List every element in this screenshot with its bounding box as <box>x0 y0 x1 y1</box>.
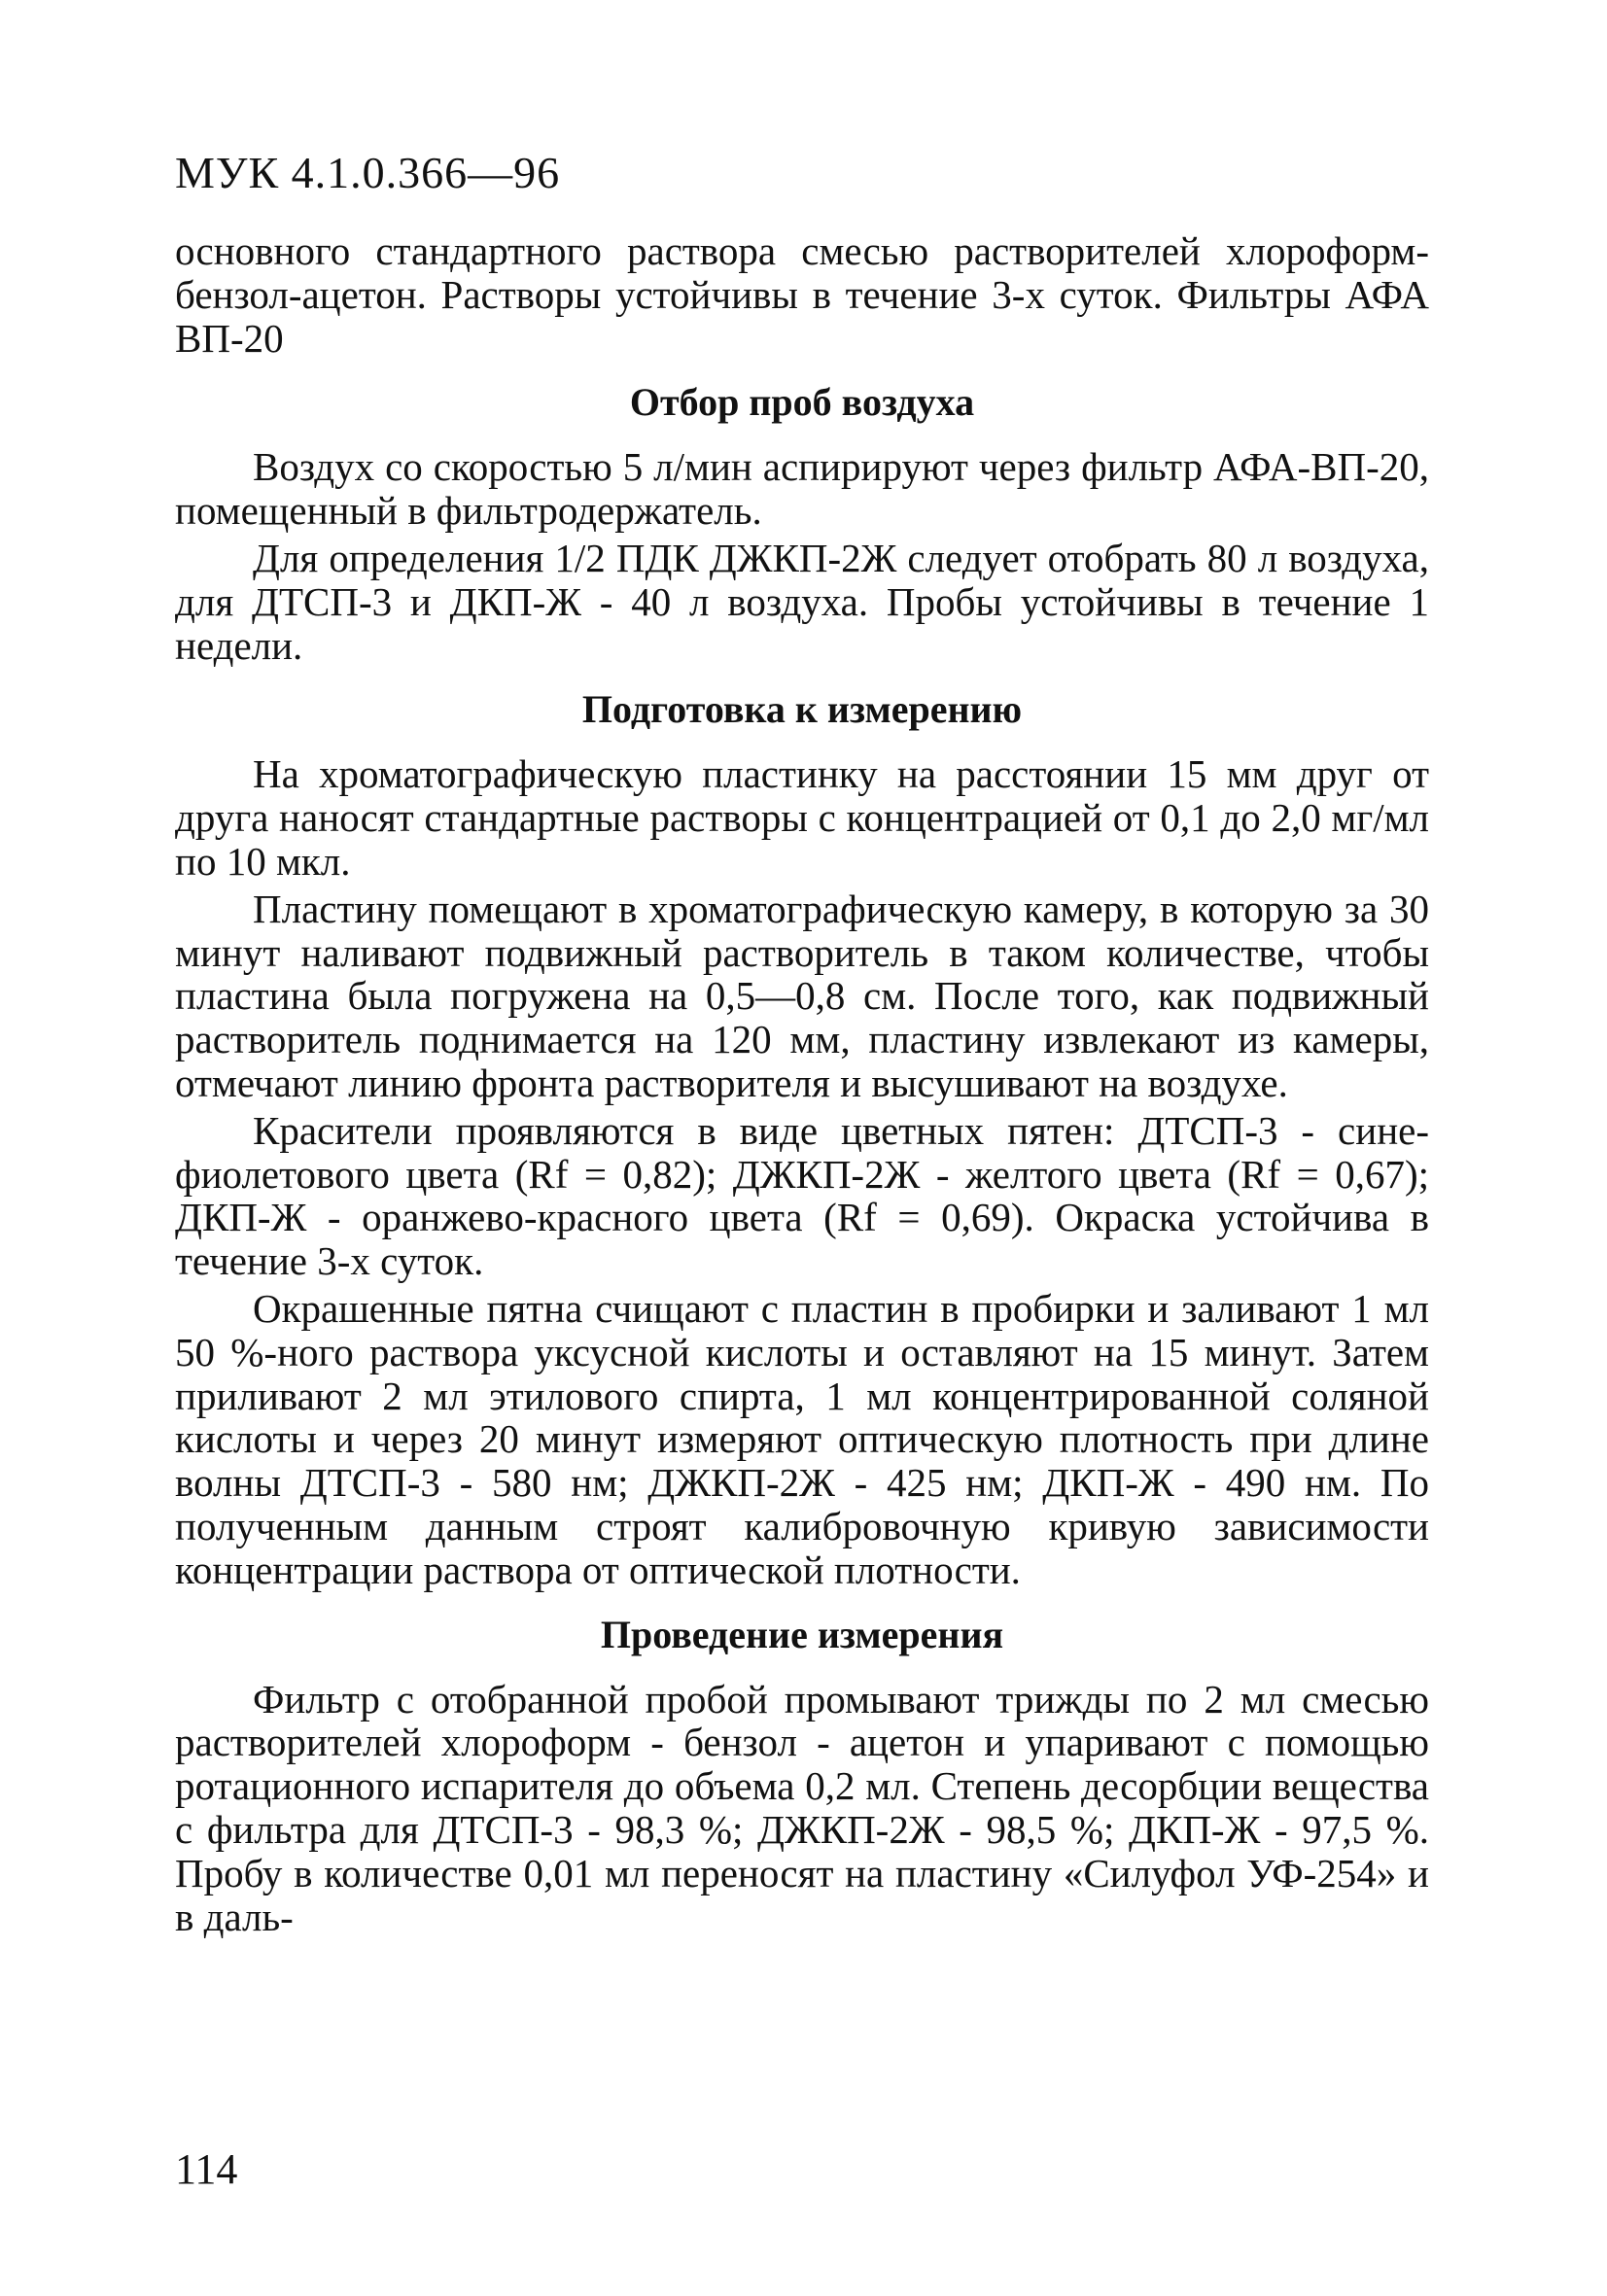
paragraph-preparation-2: Пластину помещают в хроматографическую камеру, в которую за 30 минут наливают подвижный растворитель в таком количестве, чтобы пластина была погружена на 0,5—0,8 см. После того, как подвижный растворитель поднимается на 120 мм, пластину извлекают из камеры, отмечают линию фронта растворителя и высушивают на воздухе. <box>175 886 1429 1105</box>
page-number: 114 <box>175 2145 238 2193</box>
paragraph-preparation-1: На хроматографическую пластинку на расстоянии 15 мм друг от друга наносят стандартные растворы с концентрацией от 0,1 до 2,0 мг/мл по 10 мкл. <box>175 751 1429 884</box>
paragraph-intro: основного стандартного раствора смесью растворителей хлороформ-бензол-ацетон. Растворы устойчивы в течение 3-х суток. Фильтры АФА ВП-20 <box>175 228 1429 361</box>
heading-preparation: Подготовка к измерению <box>581 687 1023 732</box>
paragraph-sampling-2: Для определения 1/2 ПДК ДЖКП-2Ж следует отобрать 80 л воздуха, для ДТСП-3 и ДКП-Ж - 40 л воздуха. Пробы устойчивы в течение 1 недели. <box>175 535 1429 668</box>
paragraph-preparation-4: Окрашенные пятна счищают с пластин в пробирки и заливают 1 мл 50 %-ного раствора уксусной кислоты и оставляют на 15 минут. Затем приливают 2 мл этилового спирта, 1 мл концентрированной соляной кислоты и через 20 минут измеряют оптическую плотность при длине волны ДТСП-3 - 580 нм; ДЖКП-2Ж - 425 нм; ДКП-Ж - 490 нм. По полученным данным строят калибровочную кривую зависимости концентрации раствора от оптической плотности. <box>175 1285 1429 1592</box>
document-code: МУК 4.1.0.366—96 <box>175 148 561 197</box>
heading-sampling: Отбор проб воздуха <box>629 380 975 425</box>
paragraph-measurement-1: Фильтр с отобранной пробой промывают трижды по 2 мл смесью растворителей хлороформ - бензол - ацетон и упаривают с помощью ротационного испарителя до объема 0,2 мл. Степень десорбции вещества с фильтра для ДТСП-3 - 98,3 %; ДЖКП-2Ж - 98,5 %; ДКП-Ж - 97,5 %. Пробу в количестве 0,01 мл переносят на пластину «Силуфол УФ-254» и в даль- <box>175 1676 1429 1939</box>
document-body <box>175 229 1429 1938</box>
paragraph-sampling-1: Воздух со скоростью 5 л/мин аспирируют через фильтр АФА-ВП-20, помещенный в фильтродержатель. <box>175 444 1429 534</box>
paragraph-preparation-3: Красители проявляются в виде цветных пятен: ДТСП-3 - сине-фиолетового цвета (Rf = 0,82); ДЖКП-2Ж - желтого цвета (Rf = 0,67); ДКП-Ж - оранжево-красного цвета (Rf = 0,69). Окраска устойчива в течение 3-х суток. <box>175 1107 1429 1284</box>
heading-measurement: Проведение измерения <box>600 1612 1004 1656</box>
